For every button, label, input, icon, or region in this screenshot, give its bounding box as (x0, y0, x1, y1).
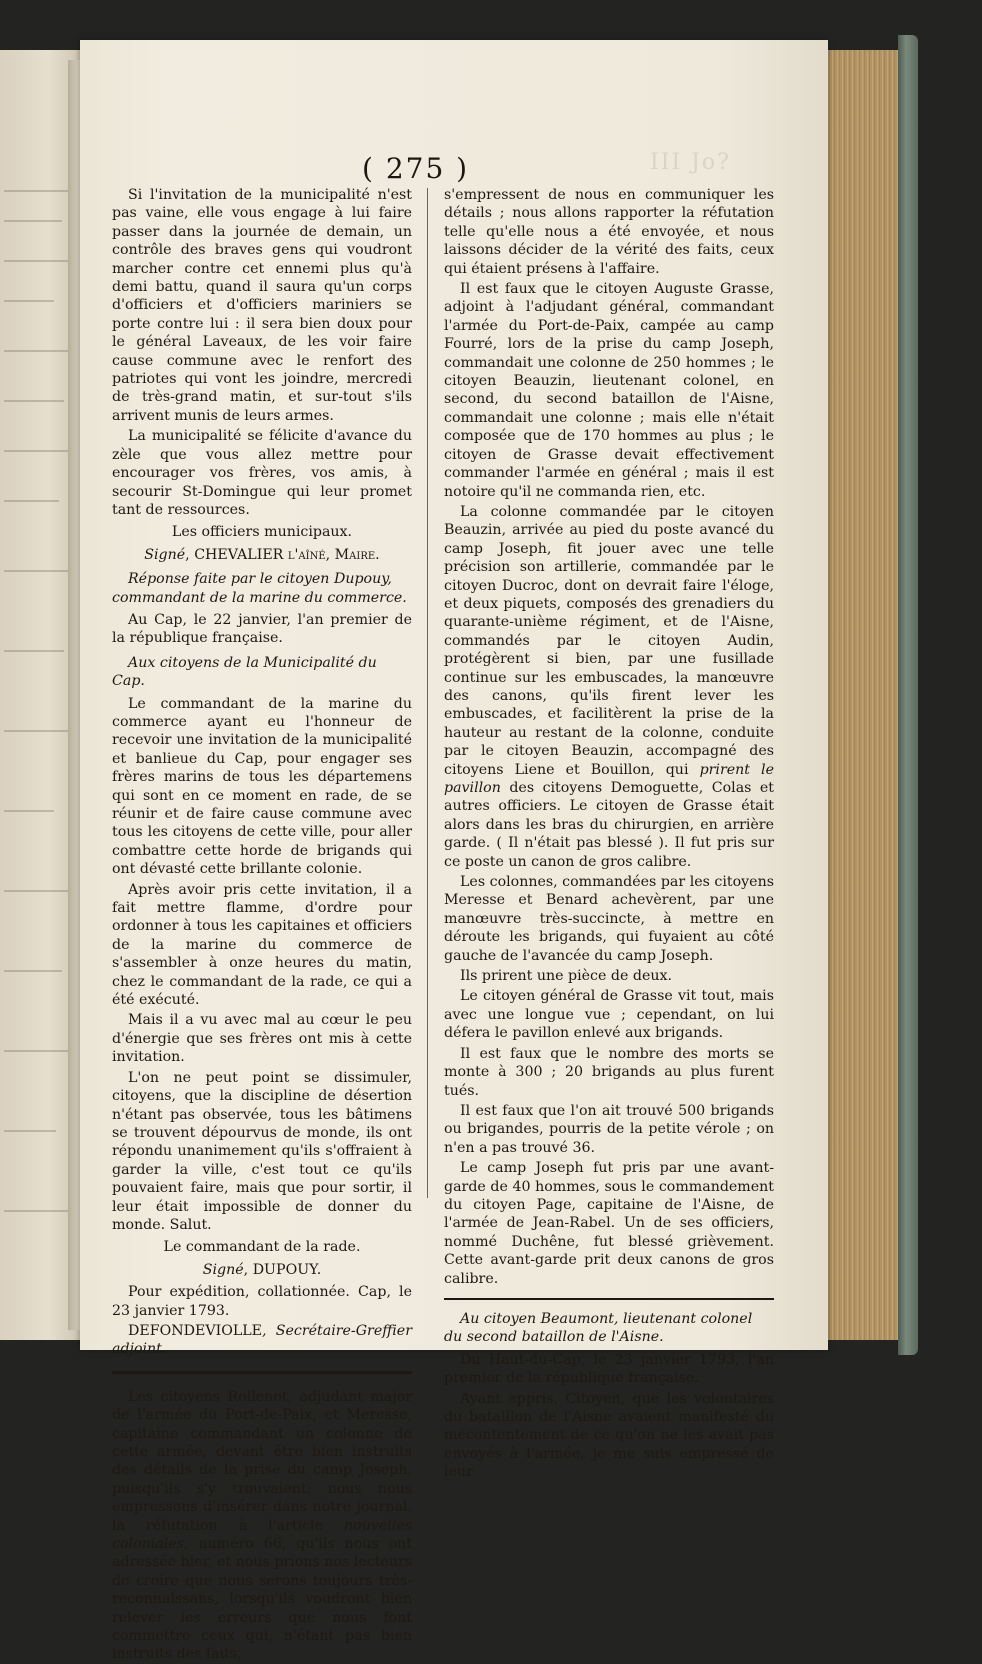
paragraph: Le citoyen général de Grasse vit tout, mais avec une longue vue ; cependant, on lui défera le pavillon enlevé aux brigands. (444, 988, 774, 1042)
page-number: ( 275 ) (362, 152, 470, 185)
bleed-through-text: III Jo? (650, 150, 731, 175)
left-column (112, 186, 412, 1664)
reply-heading: Réponse faite par le citoyen Dupouy, commandant de la marine du commerce. (112, 571, 407, 606)
paragraph: L'on ne peut point se dissimuler, citoyens, que la discipline de désertion n'étant pas observée, tous les bâtimens se trouvent dépourvus de monde, ils ont répondu unanimement qu'ils s'offraient à garder la ville, c'est tout ce qu'ils pouvaient faire, mais que pour sortir, il leur était impossible de donner du monde. Salut. (112, 1069, 412, 1233)
commander-line: Le commandant de la rade. (163, 1239, 361, 1256)
expedition-line: Pour expédition, collationnée. Cap, le 23 janvier 1793. (112, 1284, 412, 1319)
dateline: Au Cap, le 22 janvier, l'an premier de la république française. (112, 611, 412, 647)
paragraph: Le commandant de la marine du commerce ayant eu l'honneur de recevoir une invitation de la municipalité et banlieue du Cap, pour engager ses frères marins de tous les départemens qui sont en ce moment en rade, de se réunir et de faire cause commune avec tous les citoyens de cette ville, pour aller combattre cette horde de brigands qui ont dévasté cette brillante colonie. (112, 695, 412, 878)
signature-line: Signé, CHEVALIER l'aîné, Maire. (144, 546, 380, 563)
paragraph: Ils prirent une pièce de deux. (460, 968, 673, 985)
column-divider (427, 188, 428, 1198)
book-cover (898, 35, 918, 1355)
section-rule (112, 1371, 412, 1374)
paragraph: s'empressent de nous en communiquer les détails ; nous allons rapporter la réfutation telle qu'elle nous a été envoyée, et nous laissons décider de la vérité des faits, ceux qui étaient présens à l'affaire. (444, 187, 774, 277)
signer-name: CHEVALIER l'aîné, Maire. (194, 546, 380, 563)
signed-label: Signé (202, 1261, 244, 1278)
paragraph: Il est faux que le citoyen Auguste Grasse, adjoint à l'adjudant général, commandant l'armée du Port-de-Paix, campée au camp Fourré, lors de la prise du camp Joseph, commandait une colonne de 250 hommes ; le citoyen Beauzin, lieutenant colonel, en second, du second bataillon de l'Aisne, commandait une colonne ; mais elle n'était composée que de 170 hommes au plus ; le citoyen de Grasse devait effectivement commander l'armée en général ; mais il est notoire qu'il ne commanda rien, etc. (444, 281, 774, 500)
paragraph: Ayant appris, Citoyen, que les volontaires du bataillon de l'Aisne avaient manifesté du mécontentement de ce qu'on ne les avait pas envoyés à l'armée, je me suis empressé de leur (444, 1390, 774, 1481)
paragraph: Après avoir pris cette invitation, il a fait mettre flamme, d'ordre pour ordonner à tous les capitaines et officiers de la marine du commerce de s'assembler à onze heures du matin, chez le commandant de la rade, ce qui a été exécuté. (112, 881, 412, 1009)
paragraph: Les colonnes, commandées par les citoyens Meresse et Benard achevèrent, par une manœuvre très-succincte, à mettre en déroute les brigands, qui fuyaient au côté gauche de l'avancée du camp Joseph. (444, 874, 774, 964)
letter-dateline: Du Haut-du-Cap, le 23 janvier 1793, l'an premier de la république française. (444, 1351, 774, 1387)
signed-label: Signé (144, 546, 186, 563)
page-edges (826, 50, 900, 1340)
paragraph: Si l'invitation de la municipalité n'est pas vaine, elle vous engage à lui faire passer dans la journée de demain, un contrôle des braves gens qui voudront marcher contre cet ennemi plus qu'à demi battu, quand il saura qu'un corps d'officiers et d'officiers mariniers se porte contre lui : il sera bien doux pour le général Laveaux, de les voir faire cause commune avec le renfort des patriotes qui vont les joindre, mercredi de très-grand matin, et sur-tout s'ils arrivent munis de leurs armes. (112, 187, 412, 424)
section-rule (444, 1298, 774, 1300)
secretary-name: DEFONDEVIOLLE (128, 1322, 263, 1339)
signature-line: Signé, DUPOUY. (202, 1261, 322, 1278)
secretary-line (112, 1322, 412, 1359)
secretary-title: , Secrétaire-Greffier adjoint. (112, 1322, 412, 1358)
paragraph: La colonne commandée par le citoyen Beauzin, arrivée au pied du poste avancé du camp Joseph, fit jouer avec une telle précision son artillerie, commandée par le citoyen Ducroc, dont on devrait faire l'éloge, et deux piquets, composés des grenadiers du quarante-unième régiment, et de l'Aisne, commandés par le citoyen Audin, protégèrent si bien, par une fusillade continue sur les embuscades, la manœuvre des canons, qu'ils firent lever les embuscades, et facilitèrent la prise de la hauteur au restant de la colonne, conduite par le citoyen Beauzin, accompagné des citoyens Liene et Bouillon, qui prirent le pavillon des citoyens Demoguette, Colas et autres officiers. Le citoyen de Grasse était alors dans les bras du chirurgien, en arrière garde. ( Il n'était pas blessé ). Il fut pris sur ce poste un canon de gros calibre. (444, 503, 774, 870)
paragraph: La municipalité se félicite d'avance du zèle que vous allez mettre pour encourager vos frères, vos amis, à secourir St-Domingue qui leur promet tant de ressources. (112, 428, 412, 518)
paragraph: Le camp Joseph fut pris par une avant-garde de 40 hommes, sous le commandement du citoyen Page, capitaine de l'Aisne, de l'armée de Jean-Rabel. Un de ses officiers, nommé Duchêne, fut blessé grièvement. Cette avant-garde prit deux canons de gros calibre. (444, 1160, 774, 1287)
paragraph: Les citoyens Rollenot, adjudant major de l'armée du Port-de-Paix, et Meresse, capitaine commandant un colonne de cette armée, devant être bien instruits des détails de la prise du camp Joseph, puisqu'ils s'y trouvaient; nous nous empressons d'insérer dans notre journal, la réfutation à l'article nouvelles coloniales, numéro 66, qu'ils nous ont adressée hier, et nous prions nos lecteurs de croire que nous serons toujours très-reconnaissans, lorsqu'ils voudront bien relever les erreurs que nous font commettre ceux qui, n'étant pas bien instruits des faits, (112, 1388, 412, 1663)
signer-name: DUPOUY. (252, 1261, 322, 1278)
paragraph: Il est faux que le nombre des morts se monte à 300 ; 20 brigands au plus furent tués. (444, 1045, 774, 1099)
paragraph: Mais il a vu avec mal au cœur le peu d'énergie que ses frères ont mis à cette invitation. (112, 1012, 412, 1066)
paragraph: Il est faux que l'on ait trouvé 500 brigands ou brigandes, pourris de la petite vérole ; on n'en a pas trouvé 36. (444, 1102, 774, 1156)
address-heading: Aux citoyens de la Municipalité du Cap. (112, 654, 377, 690)
officers-line: Les officiers municipaux. (171, 524, 353, 541)
letter-heading: Au citoyen Beaumont, lieutenant colonel du second bataillon de l'Aisne. (444, 1310, 753, 1346)
right-column (444, 186, 774, 1482)
